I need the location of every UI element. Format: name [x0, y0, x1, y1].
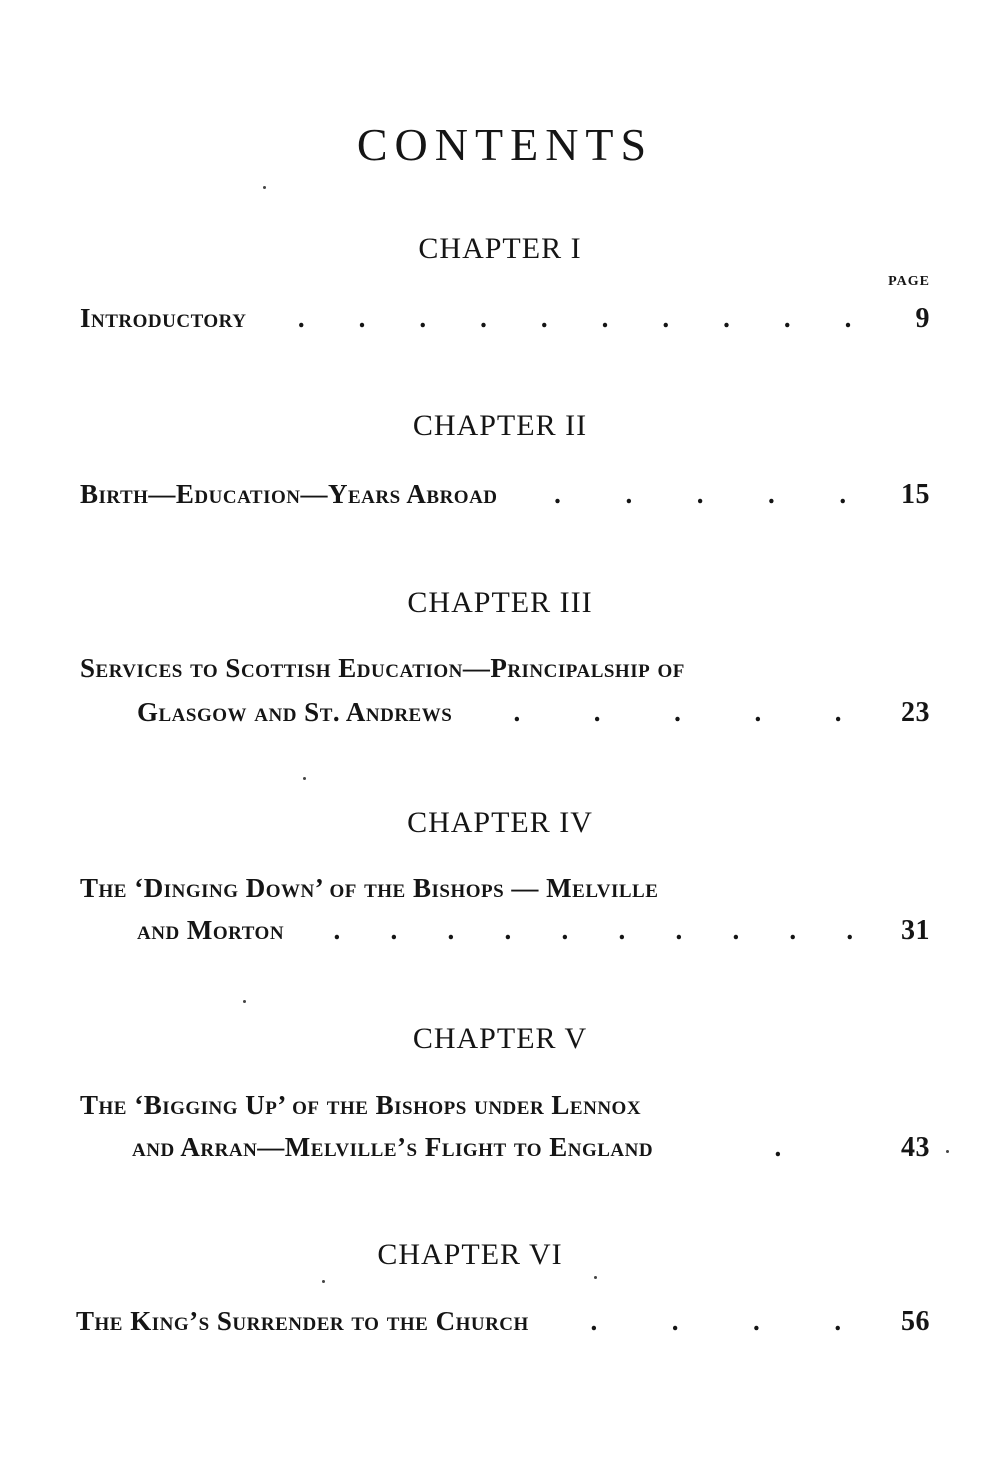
toc-entry-2[interactable] — [80, 479, 930, 513]
page-number: 43 — [901, 1132, 930, 1163]
page-column-label: PAGE — [888, 274, 930, 289]
print-speck — [243, 1000, 246, 1003]
toc-entry-4-line-2[interactable] — [137, 915, 930, 949]
chapter-heading-6: CHAPTER VI — [377, 1238, 563, 1271]
toc-entry-5-line-2[interactable] — [132, 1132, 930, 1166]
entry-title-line-2: Glasgow and St. Andrews — [137, 697, 453, 727]
dot-leader: . — [774, 1132, 782, 1162]
chapter-heading-2: CHAPTER II — [412, 409, 588, 442]
entry-title: Birth—Education—Years Abroad — [80, 479, 498, 509]
page-number: 31 — [901, 915, 930, 946]
dot-leader: . . . . . — [513, 697, 843, 727]
toc-entry-3-line-1[interactable] — [80, 653, 930, 687]
chapter-heading-3: CHAPTER III — [407, 586, 593, 619]
toc-entry-1[interactable] — [80, 303, 930, 337]
dot-leader: . . . . . . . . . . — [333, 915, 854, 945]
entry-title-line-1: The ‘Bigging Up’ of the Bishops under Lennox — [80, 1090, 642, 1120]
print-speck — [303, 777, 306, 780]
toc-entry-3-line-2[interactable] — [137, 697, 930, 731]
entry-title-line-2: and Morton — [137, 915, 285, 945]
chapter-heading-4: CHAPTER IV — [407, 806, 593, 839]
print-speck — [322, 1280, 325, 1283]
page-number: 15 — [901, 479, 930, 510]
page-number: 23 — [901, 697, 930, 728]
page-number: 56 — [901, 1306, 930, 1337]
entry-title: Introductory — [80, 303, 247, 333]
print-speck — [263, 186, 266, 189]
entry-title-line-1: Services to Scottish Education—Principalship of — [80, 653, 685, 683]
print-speck — [946, 1150, 949, 1153]
entry-title: The King’s Surrender to the Church — [76, 1306, 529, 1336]
chapter-heading-5: CHAPTER V — [412, 1022, 588, 1055]
toc-entry-5-line-1[interactable] — [80, 1090, 930, 1124]
page-title: CONTENTS — [356, 119, 654, 170]
toc-entry-4-line-1[interactable] — [80, 873, 930, 907]
dot-leader: . . . . . — [554, 479, 847, 509]
dot-leader: . . . . . . . . . . — [297, 303, 852, 333]
print-speck — [594, 1276, 597, 1279]
chapter-heading-1: CHAPTER I — [418, 232, 582, 265]
dot-leader: . . . . — [590, 1306, 842, 1336]
entry-title-line-2: and Arran—Melville’s Flight to England — [132, 1132, 654, 1162]
toc-entry-6[interactable] — [76, 1306, 930, 1340]
page-number: 9 — [915, 303, 930, 334]
entry-title-line-1: The ‘Dinging Down’ of the Bishops — Melville — [80, 873, 659, 903]
